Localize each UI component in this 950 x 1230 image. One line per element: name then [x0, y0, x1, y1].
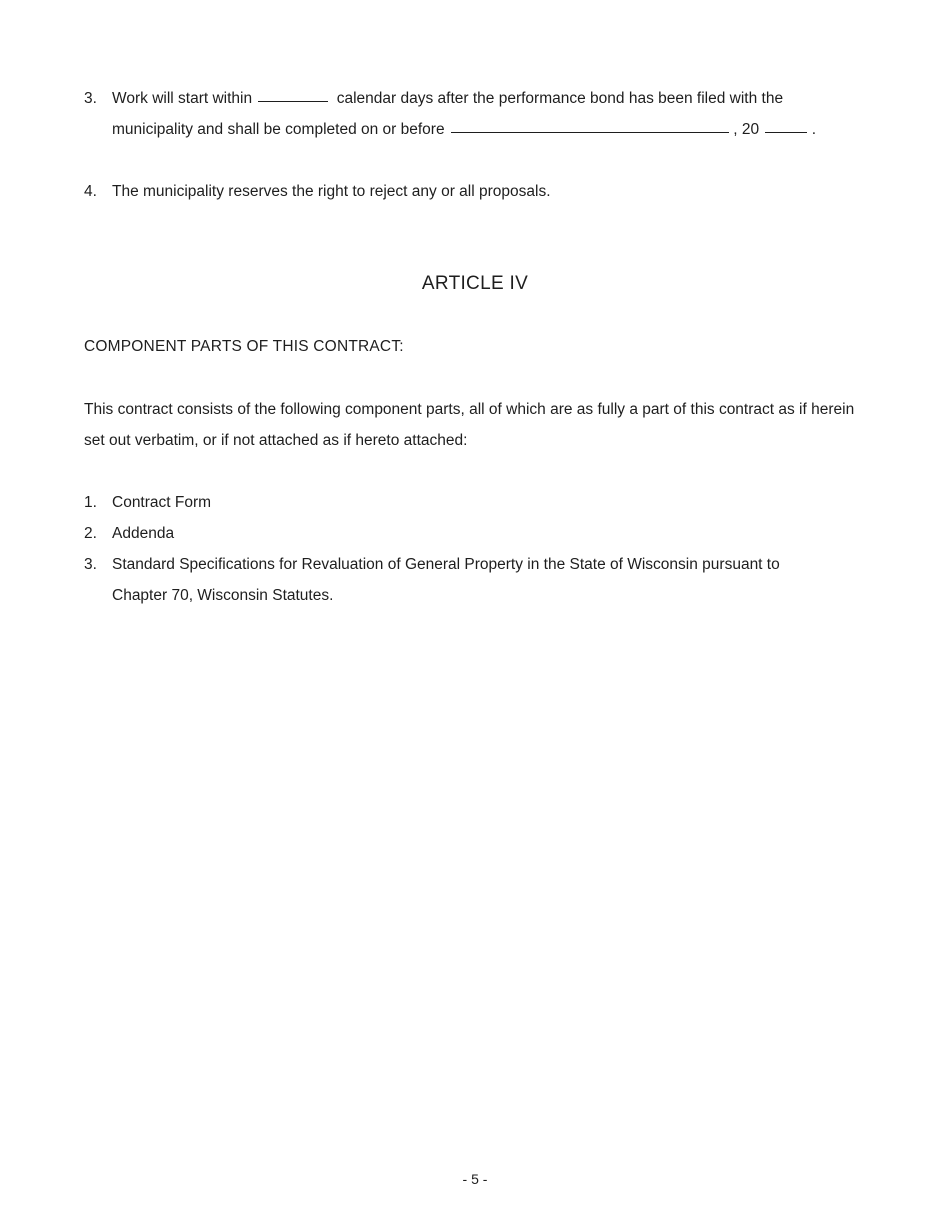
list-item-number: 3. [84, 90, 97, 107]
list-item-work-start [84, 90, 884, 140]
list-item-text: The municipality reserves the right to reject any or all proposals. [112, 183, 551, 200]
list-item-number: 4. [84, 183, 97, 200]
list-item-text: Work will start within [112, 90, 253, 107]
list-item-text: municipality and shall be completed on or before [112, 121, 445, 138]
component-item-addenda [84, 525, 884, 547]
article-heading: ARTICLE IV [421, 273, 529, 294]
page-number: - 5 - [462, 1171, 488, 1187]
list-item-number: 2. [84, 525, 97, 542]
intro-paragraph-line: set out verbatim, or if not attached as if hereto attached: [84, 432, 468, 449]
list-item-text: . [811, 121, 817, 138]
list-item-line [112, 121, 816, 139]
component-item-contract-form [84, 494, 884, 516]
days-blank-field[interactable] [258, 100, 328, 102]
list-item-text: calendar days after the performance bond has been filed with the [336, 90, 784, 107]
list-item-reject-proposals [84, 183, 884, 205]
list-item-line [112, 90, 783, 108]
intro-paragraph-line: This contract consists of the following component parts, all of which are as fully a part of this contract as if herein [84, 401, 855, 418]
year-blank-field[interactable] [765, 131, 807, 133]
list-item-text: Contract Form [112, 494, 212, 511]
component-item-standard-specifications [84, 556, 884, 608]
list-item-text: Standard Specifications for Revaluation of General Property in the State of Wisconsin pursuant to [112, 556, 780, 573]
section-subheading: COMPONENT PARTS OF THIS CONTRACT: [84, 338, 404, 355]
list-item-text: , 20 [733, 121, 760, 138]
list-item-text: Addenda [112, 525, 175, 542]
completion-date-blank-field[interactable] [451, 131, 729, 133]
list-item-number: 1. [84, 494, 97, 511]
list-item-number: 3. [84, 556, 97, 573]
list-item-text: Chapter 70, Wisconsin Statutes. [112, 587, 334, 604]
